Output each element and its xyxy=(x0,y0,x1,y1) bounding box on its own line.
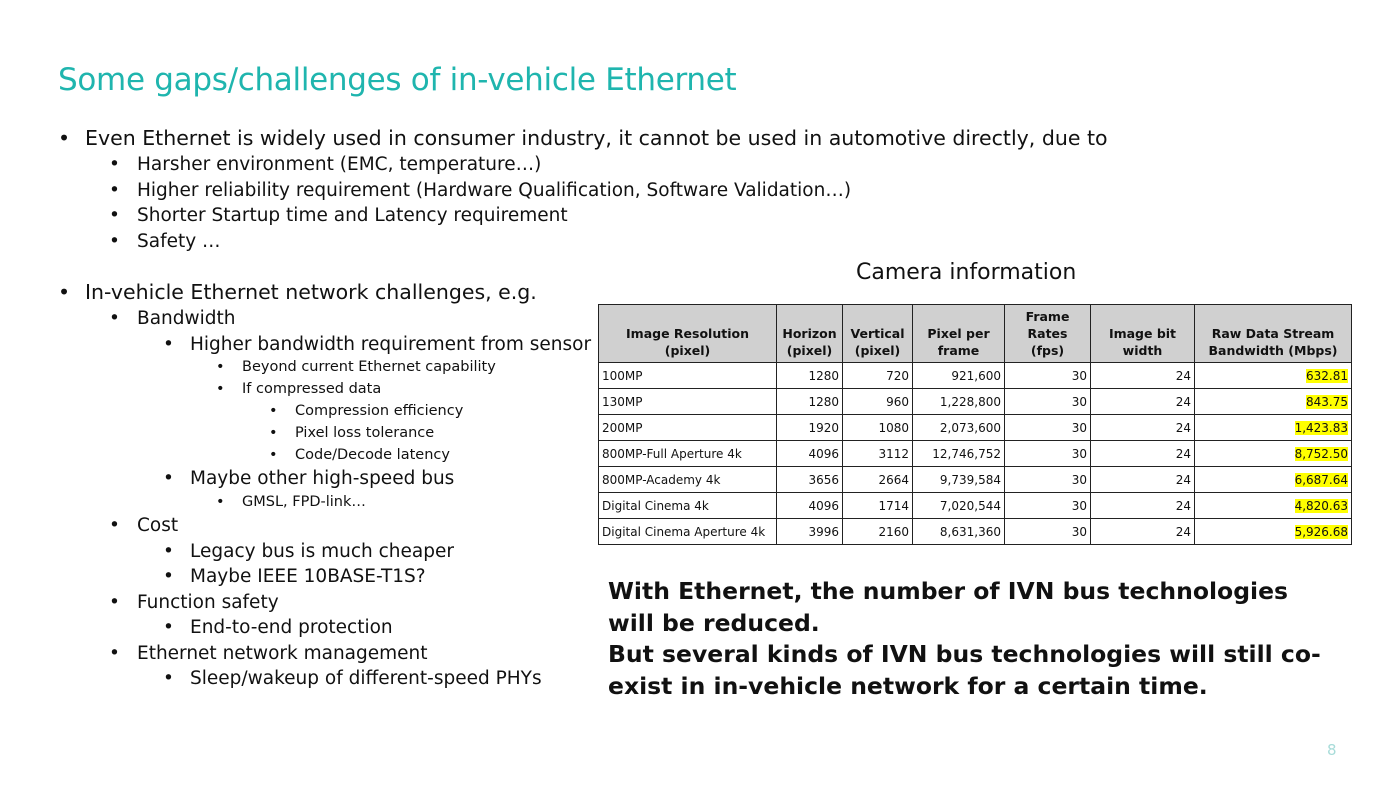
bandwidth-cell xyxy=(1195,519,1352,545)
resolution-name-cell: Digital Cinema 4k xyxy=(599,493,777,519)
bullet-item-level-3: • Sleep/wakeup of different-speed PHYs xyxy=(58,666,618,692)
bullet-item-level-3: • Higher bandwidth requirement from sensor xyxy=(58,332,618,358)
bullet-item-level-4: • Beyond current Ethernet capability xyxy=(58,357,618,379)
table-header-row xyxy=(599,305,1352,363)
table-cell: 7,020,544 xyxy=(913,493,1005,519)
table-cell: 960 xyxy=(843,389,913,415)
table-cell: 1920 xyxy=(777,415,843,441)
table-cell: 12,746,752 xyxy=(913,441,1005,467)
table-row xyxy=(599,441,1352,467)
bullet-item-level-4: • If compressed data xyxy=(58,379,618,401)
table-cell: 24 xyxy=(1091,389,1195,415)
conclusion-note xyxy=(608,576,1338,702)
table-cell: 1714 xyxy=(843,493,913,519)
table-header-cell: Image bit width xyxy=(1091,305,1195,363)
table-cell: 3112 xyxy=(843,441,913,467)
bullet-item-level-2: • Function safety xyxy=(58,590,618,616)
bullet-item-level-2: • Harsher environment (EMC, temperature…) xyxy=(58,152,618,178)
table-header-cell: Vertical (pixel) xyxy=(843,305,913,363)
table-cell: 2,073,600 xyxy=(913,415,1005,441)
resolution-name-cell: 800MP-Full Aperture 4k xyxy=(599,441,777,467)
bullet-item-level-2: • Cost xyxy=(58,513,618,539)
slide-title: Some gaps/challenges of in-vehicle Ethernet xyxy=(58,62,737,98)
bullet-item-level-2: • Shorter Startup time and Latency requirement xyxy=(58,203,618,229)
table-row xyxy=(599,519,1352,545)
table-cell: 1280 xyxy=(777,389,843,415)
table-cell: 30 xyxy=(1005,519,1091,545)
table-cell: 24 xyxy=(1091,415,1195,441)
bullet-item-level-3: • Maybe IEEE 10BASE-T1S? xyxy=(58,564,618,590)
table-row xyxy=(599,415,1352,441)
table-header-cell: Raw Data Stream Bandwidth (Mbps) xyxy=(1195,305,1352,363)
bullet-item-level-3: • Maybe other high-speed bus xyxy=(58,466,618,492)
table-cell: 24 xyxy=(1091,493,1195,519)
bandwidth-value-highlight: 8,752.50 xyxy=(1294,446,1348,461)
bandwidth-cell xyxy=(1195,389,1352,415)
table-cell: 1080 xyxy=(843,415,913,441)
bandwidth-value-highlight: 5,926.68 xyxy=(1294,524,1348,539)
table-cell: 2664 xyxy=(843,467,913,493)
table-header-cell: Image Resolution (pixel) xyxy=(599,305,777,363)
camera-table-title: Camera information xyxy=(856,260,1077,285)
bullet-item-level-5: • Compression efficiency xyxy=(58,400,618,422)
table-cell: 30 xyxy=(1005,467,1091,493)
bullet-item-level-3: • End-to-end protection xyxy=(58,615,618,641)
bullet-item-level-3: • Legacy bus is much cheaper xyxy=(58,539,618,565)
table-cell: 4096 xyxy=(777,493,843,519)
bandwidth-cell xyxy=(1195,467,1352,493)
note-line-1: With Ethernet, the number of IVN bus technologies will be reduced. xyxy=(608,577,1288,637)
table-cell: 1,228,800 xyxy=(913,389,1005,415)
resolution-name-cell: 800MP-Academy 4k xyxy=(599,467,777,493)
bandwidth-cell xyxy=(1195,493,1352,519)
table-cell: 30 xyxy=(1005,363,1091,389)
bullet-item-level-2: • Ethernet network management xyxy=(58,641,618,667)
bullet-item-level-2: • Safety … xyxy=(58,229,618,255)
bullet-spacer xyxy=(58,254,618,278)
resolution-name-cell: 200MP xyxy=(599,415,777,441)
table-row xyxy=(599,493,1352,519)
table-cell: 24 xyxy=(1091,519,1195,545)
table-cell: 720 xyxy=(843,363,913,389)
table-cell: 8,631,360 xyxy=(913,519,1005,545)
table-row xyxy=(599,467,1352,493)
table-cell: 30 xyxy=(1005,415,1091,441)
table-cell: 9,739,584 xyxy=(913,467,1005,493)
bandwidth-value-highlight: 1,423.83 xyxy=(1294,420,1348,435)
bandwidth-cell xyxy=(1195,363,1352,389)
table-row xyxy=(599,389,1352,415)
table-cell: 30 xyxy=(1005,441,1091,467)
table-cell: 30 xyxy=(1005,493,1091,519)
table-cell: 921,600 xyxy=(913,363,1005,389)
table-cell: 3996 xyxy=(777,519,843,545)
table-header-cell: Pixel per frame xyxy=(913,305,1005,363)
table-cell: 4096 xyxy=(777,441,843,467)
table-row xyxy=(599,363,1352,389)
camera-info-table xyxy=(598,304,1352,545)
bullet-item-level-4: • GMSL, FPD-link… xyxy=(58,492,618,514)
table-cell: 30 xyxy=(1005,389,1091,415)
table-cell: 2160 xyxy=(843,519,913,545)
table-cell: 24 xyxy=(1091,467,1195,493)
bullet-item-level-5: • Code/Decode latency xyxy=(58,444,618,466)
bandwidth-value-highlight: 6,687.64 xyxy=(1294,472,1348,487)
page-number: 8 xyxy=(1327,741,1337,759)
bandwidth-value-highlight: 4,820.63 xyxy=(1294,498,1348,513)
bullet-item-level-2: • Bandwidth xyxy=(58,306,618,332)
table-header-cell: Horizon (pixel) xyxy=(777,305,843,363)
bullet-item-level-1: • Even Ethernet is widely used in consumer industry, it cannot be used in automotive directly, due to xyxy=(58,124,618,152)
bullet-item-level-1: • In-vehicle Ethernet network challenges, e.g. xyxy=(58,278,618,306)
bullet-item-level-5: • Pixel loss tolerance xyxy=(58,422,618,444)
table-cell: 24 xyxy=(1091,441,1195,467)
table-cell: 1280 xyxy=(777,363,843,389)
bandwidth-value-highlight: 632.81 xyxy=(1306,368,1348,383)
resolution-name-cell: 100MP xyxy=(599,363,777,389)
bandwidth-cell xyxy=(1195,415,1352,441)
bandwidth-value-highlight: 843.75 xyxy=(1306,394,1348,409)
resolution-name-cell: 130MP xyxy=(599,389,777,415)
resolution-name-cell: Digital Cinema Aperture 4k xyxy=(599,519,777,545)
bandwidth-cell xyxy=(1195,441,1352,467)
table-header-cell: Frame Rates (fps) xyxy=(1005,305,1091,363)
table-cell: 3656 xyxy=(777,467,843,493)
bullet-item-level-2: • Higher reliability requirement (Hardware Qualification, Software Validation…) xyxy=(58,178,618,204)
note-line-2: But several kinds of IVN bus technologies will still co-exist in in-vehicle network for a certain time. xyxy=(608,640,1321,700)
table-cell: 24 xyxy=(1091,363,1195,389)
